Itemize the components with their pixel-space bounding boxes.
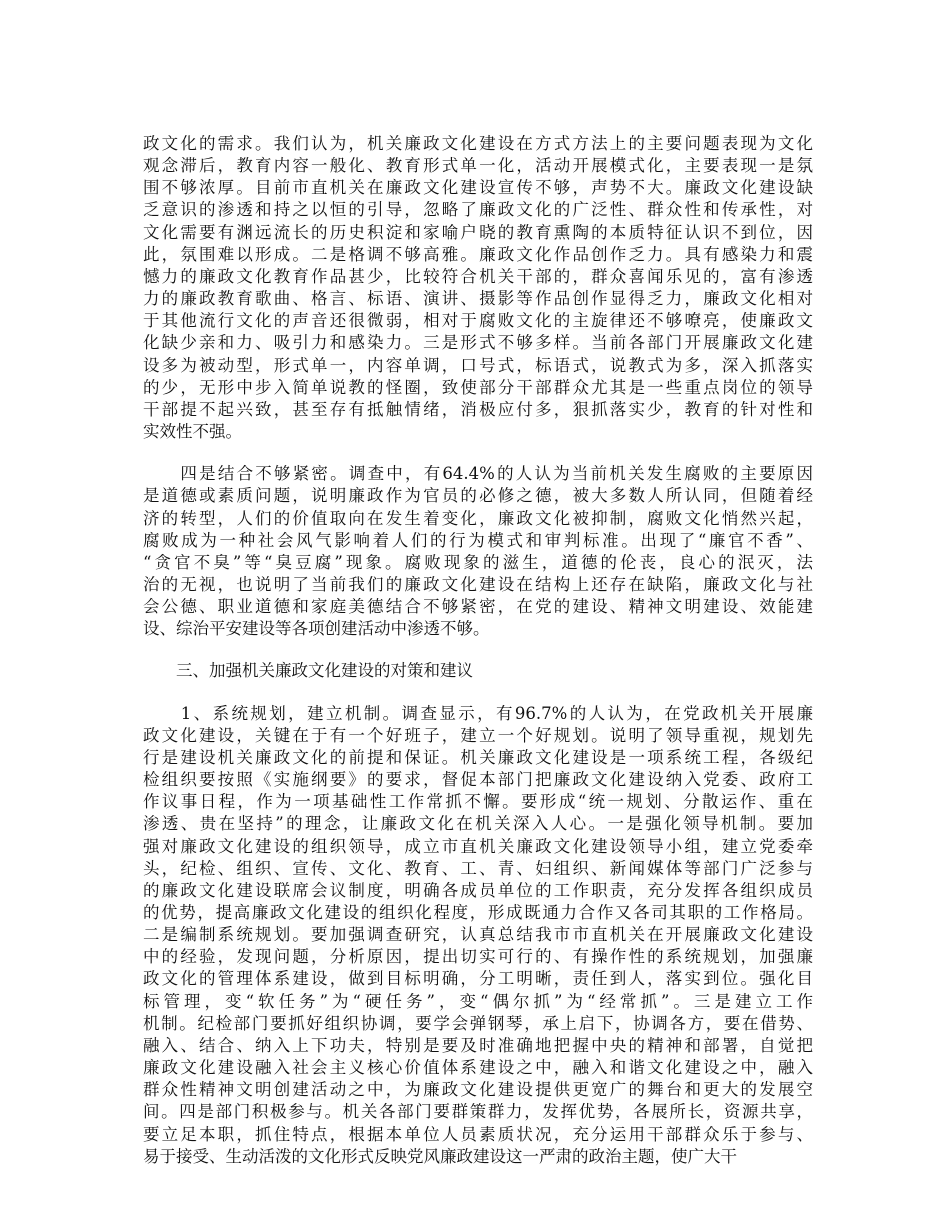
text-line: 力的廉政教育歌曲、格言、标语、演讲、摄影等作品创作显得乏力，廉政文化相对 xyxy=(143,289,813,309)
text-line: 政文化的需求。我们认为，机关廉政文化建设在方式方法上的主要问题表现为文化 xyxy=(143,134,813,153)
text-line: 的廉政文化建设联席会议制度，明确各成员单位的工作职责，充分发挥各组织成员 xyxy=(143,880,813,900)
text-line: 于其他流行文化的声音还很微弱，相对于腐败文化的主旋律还不够嘹亮，使廉政文 xyxy=(143,311,813,331)
text-line: 的少，无形中步入简单说教的怪圈，致使部分干部群众尤其是一些重点岗位的领导 xyxy=(143,377,813,397)
text-line: 头，纪检、组织、宣传、文化、教育、工、青、妇组织、新闻媒体等部门广泛参与 xyxy=(143,858,813,878)
text-line: 二是编制系统规划。要加强调查研究，认真总结我市市直机关在开展廉政文化建设 xyxy=(143,925,813,945)
text-line: 的优势，提高廉政文化建设的组织化程度，形成既通力合作又各司其职的工作格局。 xyxy=(143,903,813,922)
text-line: 政文化建设，关键在于有一个好班子，建立一个好规划。说明了领导重视，规划先 xyxy=(143,725,813,745)
text-line: 是道德或素质问题，说明廉政作为官员的必修之德，被大多数人所认同，但随着经 xyxy=(143,486,813,506)
text-line: 要立足本职，抓住特点，根据本单位人员素质状况，充分运用干部群众乐于参与、 xyxy=(143,1124,813,1144)
paragraph-gap xyxy=(143,443,813,463)
paragraph xyxy=(143,703,813,1168)
paragraph xyxy=(143,133,813,443)
text-line: 间。四是部门积极参与。机关各部门要群策群力，发挥优势，各展所长，资源共享， xyxy=(143,1102,813,1122)
text-line: 济的转型，人们的价值取向在发生着变化，廉政文化被抑制，腐败文化悄然兴起， xyxy=(143,508,813,528)
text-line: “贪官不臭”等“臭豆腐”现象。腐败现象的滋生，道德的伦丧，良心的泯灭，法 xyxy=(143,552,813,572)
text-line: 渗透、贵在坚持”的理念，让廉政文化在机关深入人心。一是强化领导机制。要加 xyxy=(143,814,813,834)
text-line: 治的无视，也说明了当前我们的廉政文化建设在结构上还存在缺陷，廉政文化与社 xyxy=(143,574,813,594)
text-line: 干部提不起兴致，甚至存有抵触情绪，消极应付多，狠抓落实少，教育的针对性和 xyxy=(143,399,813,419)
text-line: 观念滞后，教育内容一般化、教育形式单一化，活动开展模式化，主要表现一是氛 xyxy=(143,156,813,176)
text-line: 中的经验，发现问题，分析原因，提出切实可行的、有操作性的系统规划，加强廉 xyxy=(143,947,813,967)
text-line: 憾力的廉政文化教育作品甚少，比较符合机关干部的，群众喜闻乐见的，富有渗透 xyxy=(143,266,813,286)
text-line: 政文化的管理体系建设，做到目标明确，分工明晰，责任到人，落实到位。强化目 xyxy=(143,969,813,989)
text-line: 融入、结合、纳入上下功夫，特别是要及时准确地把握中央的精神和部署，自觉把 xyxy=(143,1035,813,1055)
text-line: 标管理，变“软任务”为“硬任务”，变“偶尔抓”为“经常抓”。三是建立工作 xyxy=(143,991,813,1011)
text-line: 行是建设机关廉政文化的前提和保证。机关廉政文化建设是一项系统工程，各级纪 xyxy=(143,747,813,767)
text-line: 廉政文化建设融入社会主义核心价值体系建设之中，融入和谐文化建设之中，融入 xyxy=(143,1058,813,1078)
text-line: 三、加强机关廉政文化建设的对策和建议 xyxy=(143,661,473,681)
paragraph xyxy=(143,660,813,682)
paragraph-gap xyxy=(143,640,813,660)
text-line: 易于接受、生动活泼的文化形式反映党风廉政建设这一严肃的政治主题，使广大干 xyxy=(143,1146,737,1166)
text-line: 文化需要有渊远流长的历史积淀和家喻户晓的教育熏陶的本质特征认识不到位，因 xyxy=(143,222,813,242)
text-line: 化缺少亲和力、吸引力和感染力。三是形式不够多样。当前各部门开展廉政文化建 xyxy=(143,333,813,353)
text-line: 检组织要按照《实施纲要》的要求，督促本部门把廉政文化建设纳入党委、政府工 xyxy=(143,770,813,790)
text-line: 乏意识的渗透和持之以恒的引导，忽略了廉政文化的广泛性、群众性和传承性，对 xyxy=(143,200,813,220)
text-line: 实效性不强。 xyxy=(143,422,242,442)
text-line: 群众性精神文明创建活动之中，为廉政文化建设提供更宽广的舞台和更大的发展空 xyxy=(143,1080,813,1100)
text-line: 设多为被动型，形式单一，内容单调，口号式，标语式，说教式为多，深入抓落实 xyxy=(143,355,813,375)
text-line: 会公德、职业道德和家庭美德结合不够紧密，在党的建设、精神文明建设、效能建 xyxy=(143,597,813,617)
text-line: 1、系统规划，建立机制。调查显示，有96.7%的人认为，在党政机关开展廉 xyxy=(143,703,813,723)
text-line: 强对廉政文化建设的组织领导，成立市直机关廉政文化建设领导小组，建立党委牵 xyxy=(143,836,813,856)
text-line: 作议事日程，作为一项基础性工作常抓不懈。要形成“统一规划、分散运作、重在 xyxy=(143,792,813,812)
paragraph xyxy=(143,463,813,640)
text-line: 机制。纪检部门要抓好组织协调，要学会弹钢琴，承上启下，协调各方，要在借势、 xyxy=(143,1013,813,1033)
text-line: 腐败成为一种社会风气影响着人们的行为模式和审判标准。出现了“廉官不香”、 xyxy=(143,530,813,550)
text-line: 此，氛围难以形成。二是格调不够高雅。廉政文化作品创作乏力。具有感染力和震 xyxy=(143,244,813,264)
text-line: 围不够浓厚。目前市直机关在廉政文化建设宣传不够，声势不大。廉政文化建设缺 xyxy=(143,178,813,198)
text-line: 设、综治平安建设等各项创建活动中渗透不够。 xyxy=(143,619,490,639)
text-line: 四是结合不够紧密。调查中，有64.4%的人认为当前机关发生腐败的主要原因 xyxy=(143,464,813,484)
document-page xyxy=(143,133,813,1168)
paragraph-gap xyxy=(143,683,813,703)
